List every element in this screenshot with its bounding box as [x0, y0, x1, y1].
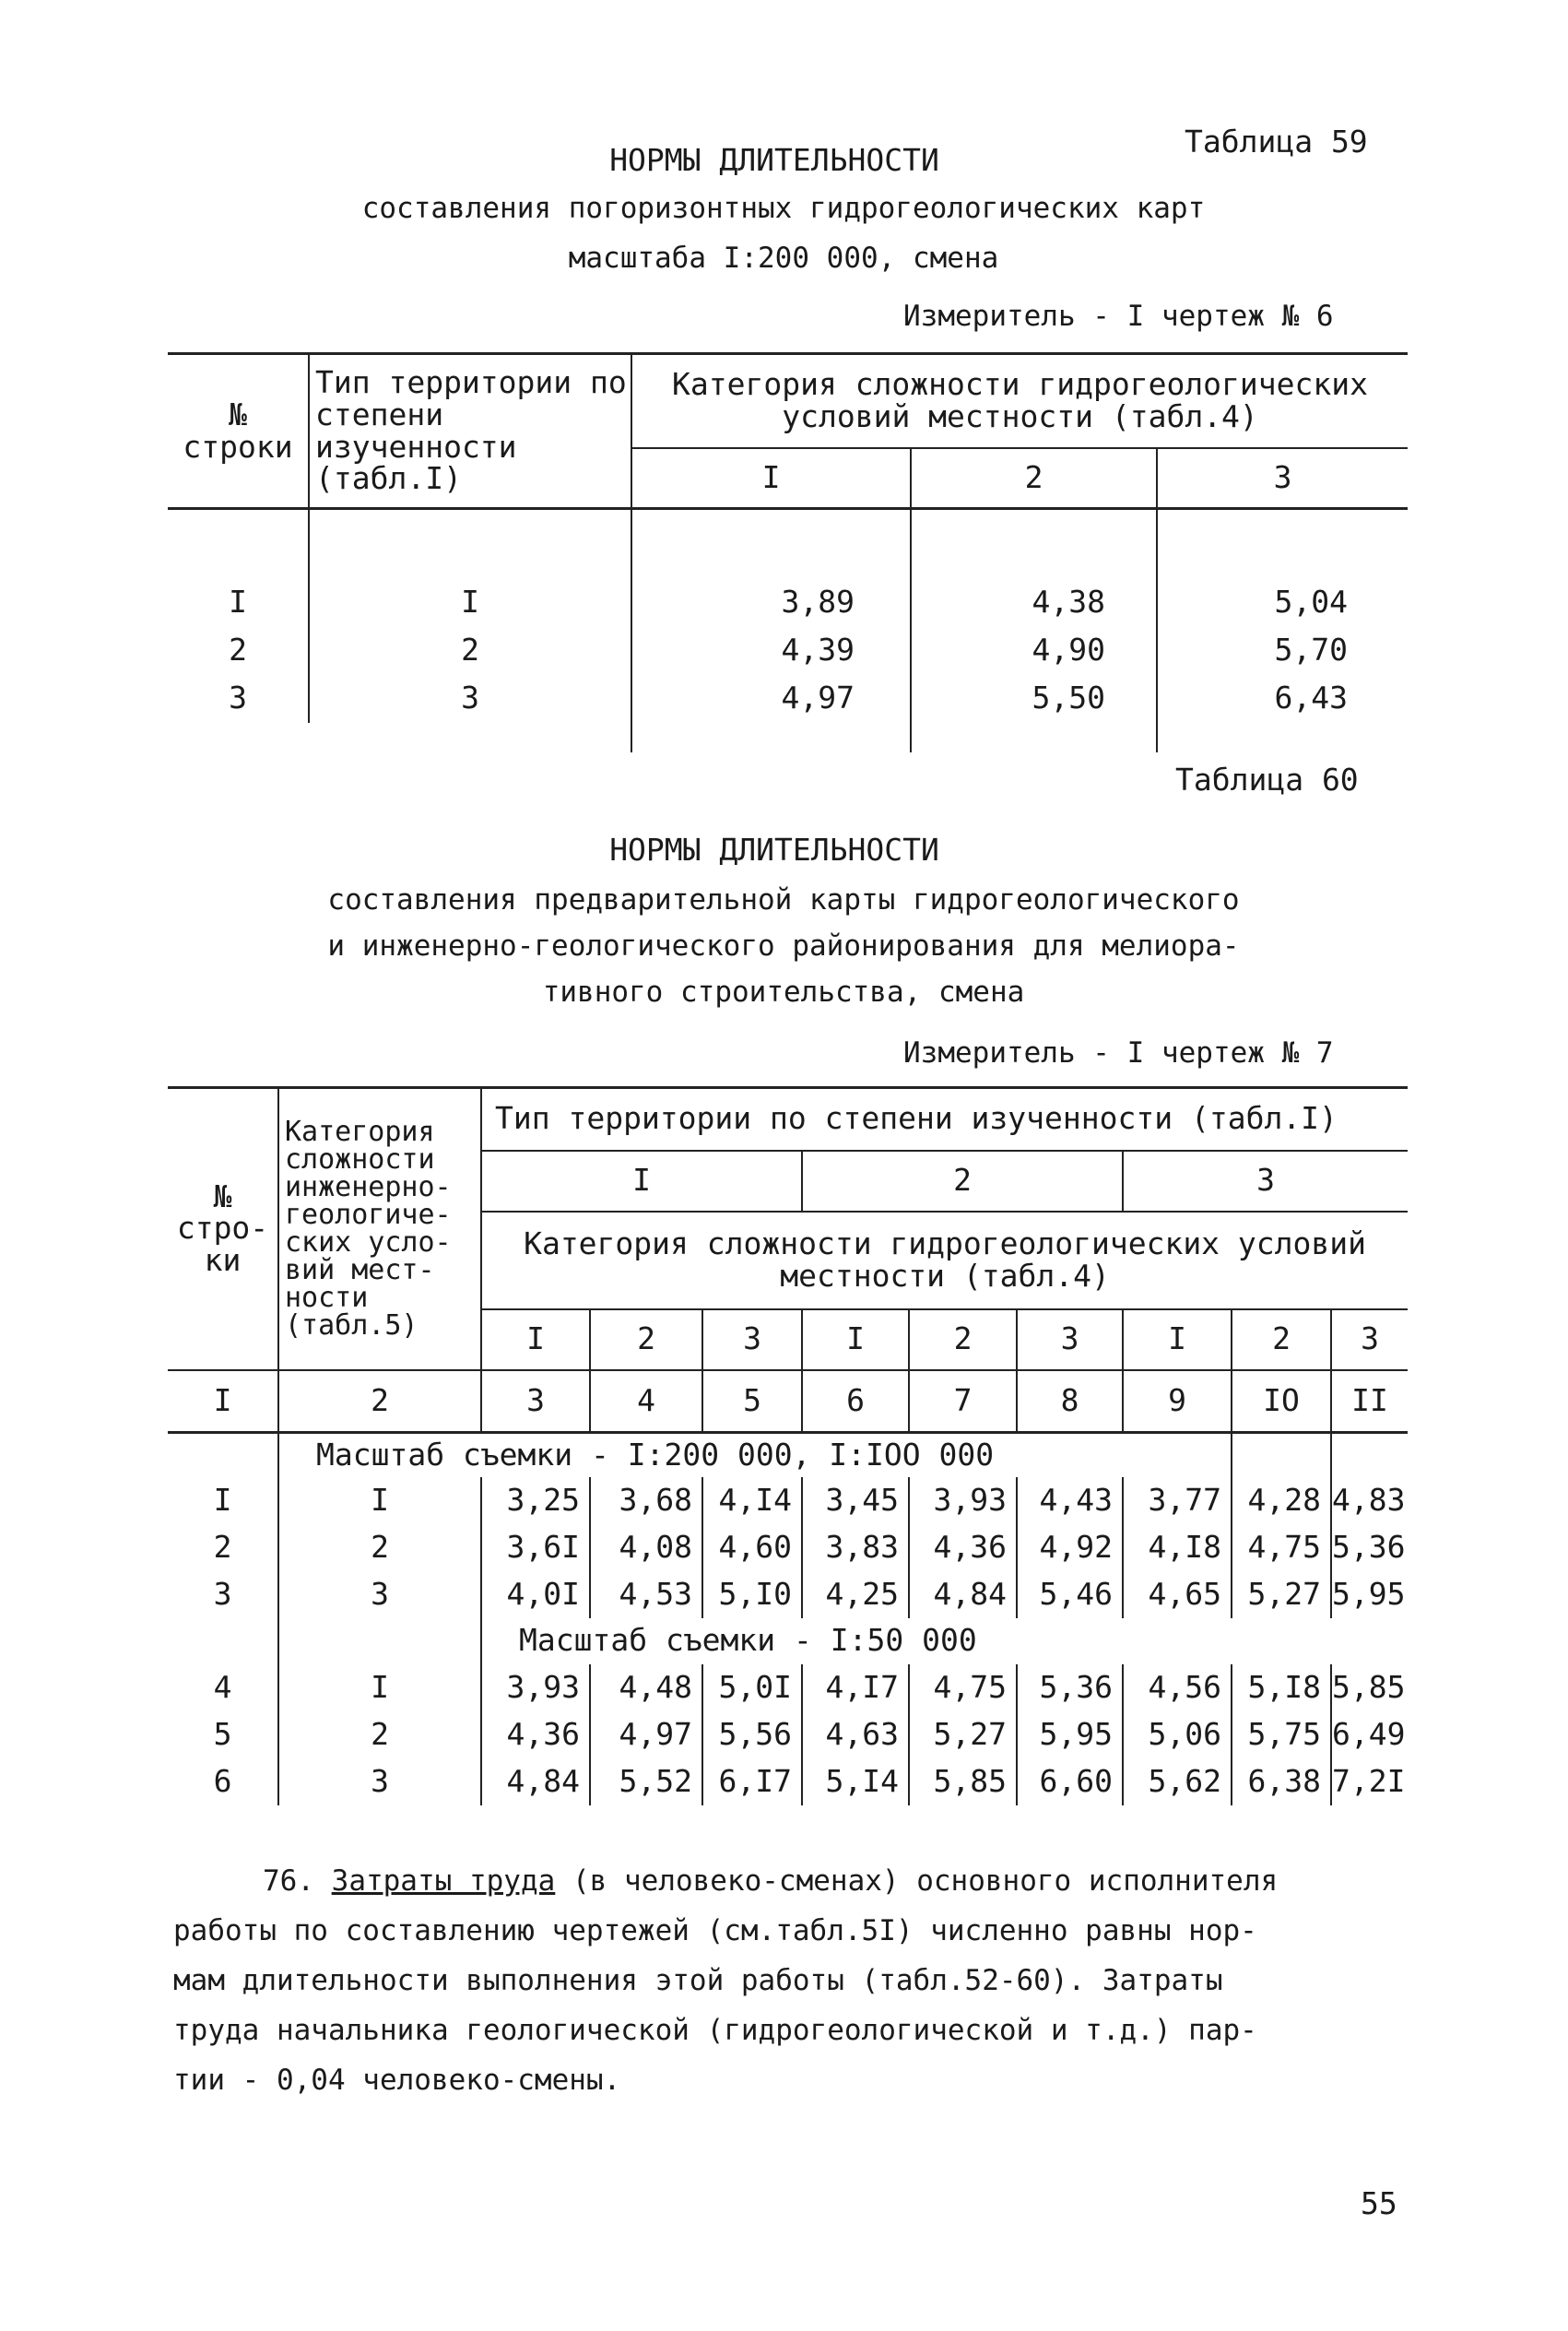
value-cell: 6,49	[1331, 1711, 1408, 1758]
value-cell: 4,0I	[481, 1571, 590, 1618]
value-cell: 4,38	[911, 579, 1157, 627]
table-60-label: Таблица 60	[1175, 762, 1359, 798]
paragraph-line-1	[263, 1864, 1278, 1898]
row-no: I	[213, 1481, 232, 1518]
value-cell: 5,I4	[802, 1758, 909, 1805]
value-cell: 5,56	[702, 1711, 802, 1758]
value-cell: 6,60	[1017, 1758, 1123, 1805]
cat-header-1: I	[631, 448, 911, 509]
table-row	[168, 1524, 1408, 1571]
value-cell: 3,77	[1123, 1477, 1232, 1524]
value-cell: 5,I8	[1232, 1664, 1331, 1711]
category-cell: I	[278, 1477, 481, 1524]
value-cell: 3,93	[909, 1477, 1017, 1524]
sub-header: 2	[1232, 1309, 1331, 1370]
column-number: 2	[278, 1370, 481, 1433]
value-cell: 5,36	[1017, 1664, 1123, 1711]
table-59-measure: Измеритель - I чертеж № 6	[903, 300, 1334, 333]
value-cell: 5,46	[1017, 1571, 1123, 1618]
column-number: 8	[1017, 1370, 1123, 1433]
table-row	[168, 579, 1408, 627]
sub-header: 3	[1017, 1309, 1123, 1370]
col-header-engineering-category: Категория сложности инженерно- геологиче- ских усло- вий мест- ности (табл.5)	[278, 1088, 481, 1370]
table-row	[168, 1711, 1408, 1758]
sub-header: 2	[590, 1309, 702, 1370]
column-number: 6	[802, 1370, 909, 1433]
value-cell: 5,04	[1157, 579, 1408, 627]
value-cell: 7,2I	[1331, 1758, 1408, 1805]
value-cell: 5,70	[1157, 627, 1408, 675]
value-cell: 4,56	[1123, 1664, 1232, 1711]
row-no: 2	[229, 632, 247, 669]
table-60-title: НОРМЫ ДЛИТЕЛЬНОСТИ	[609, 832, 939, 868]
table-59-title: НОРМЫ ДЛИТЕЛЬНОСТИ	[609, 142, 939, 178]
sub-header: I	[1123, 1309, 1232, 1370]
value-cell: 3,83	[802, 1524, 909, 1571]
value-cell: 4,I8	[1123, 1524, 1232, 1571]
territory-group-3: 3	[1123, 1151, 1408, 1212]
territory-type: 2	[309, 627, 631, 675]
cat-header-2: 2	[911, 448, 1157, 509]
value-cell: 3,25	[481, 1477, 590, 1524]
value-cell: 4,25	[802, 1571, 909, 1618]
col-header-row-no: № стро- ки	[176, 1177, 269, 1279]
table-60-subtitle-2: и инженерно-геологического районирования для мелиора-	[327, 929, 1240, 963]
section-header-scale-1: Масштаб съемки - I:200 000, I:IOO 000	[278, 1433, 1232, 1477]
paragraph-line-1-rest: (в человеко-сменах) основного исполнителя	[555, 1864, 1279, 1898]
sub-header: 3	[702, 1309, 802, 1370]
value-cell: 3,68	[590, 1477, 702, 1524]
row-no: 4	[213, 1668, 232, 1705]
territory-type: 3	[309, 675, 631, 723]
value-cell: 5,95	[1017, 1711, 1123, 1758]
territory-group-1: I	[481, 1151, 802, 1212]
value-cell: 6,38	[1232, 1758, 1331, 1805]
table-row	[168, 1571, 1408, 1618]
value-cell: 5,50	[911, 675, 1157, 723]
value-cell: 4,65	[1123, 1571, 1232, 1618]
value-cell: 5,36	[1331, 1524, 1408, 1571]
value-cell: 4,28	[1232, 1477, 1331, 1524]
table-59-subtitle-1: составления погоризонтных гидрогеологических карт	[361, 192, 1206, 225]
table-row	[168, 1758, 1408, 1805]
paragraph-term: Затраты труда	[331, 1864, 556, 1898]
value-cell: 4,90	[911, 627, 1157, 675]
column-number: 4	[590, 1370, 702, 1433]
column-number: IO	[1232, 1370, 1331, 1433]
sub-header: 2	[909, 1309, 1017, 1370]
value-cell: 4,97	[590, 1711, 702, 1758]
row-no: 6	[213, 1762, 232, 1799]
value-cell: 4,39	[631, 627, 911, 675]
table-row	[168, 1664, 1408, 1711]
value-cell: 4,92	[1017, 1524, 1123, 1571]
table-row	[168, 1477, 1408, 1524]
value-cell: 5,85	[909, 1758, 1017, 1805]
col-header-hydro-category: Категория сложности гидрогеологических условий местности (табл.4)	[481, 1212, 1408, 1309]
value-cell: 4,83	[1331, 1477, 1408, 1524]
value-cell: 5,27	[909, 1711, 1017, 1758]
value-cell: 3,89	[631, 579, 911, 627]
row-no: 5	[213, 1715, 232, 1752]
value-cell: 4,53	[590, 1571, 702, 1618]
value-cell: 4,36	[481, 1711, 590, 1758]
value-cell: 4,I7	[802, 1664, 909, 1711]
paragraph-line-5: тии - 0,04 человеко-смены.	[173, 2064, 621, 2097]
row-no: I	[229, 584, 247, 621]
sub-header: 3	[1331, 1309, 1408, 1370]
value-cell: 6,I7	[702, 1758, 802, 1805]
table-60-subtitle-1: составления предварительной карты гидрогеологического	[327, 883, 1240, 917]
value-cell: 4,97	[631, 675, 911, 723]
value-cell: 4,36	[909, 1524, 1017, 1571]
value-cell: 3,45	[802, 1477, 909, 1524]
value-cell: 4,63	[802, 1711, 909, 1758]
column-number: 7	[909, 1370, 1017, 1433]
value-cell: 5,I0	[702, 1571, 802, 1618]
value-cell: 4,75	[1232, 1524, 1331, 1571]
category-cell: 2	[278, 1711, 481, 1758]
column-number: II	[1331, 1370, 1408, 1433]
column-number: 5	[702, 1370, 802, 1433]
value-cell: 5,95	[1331, 1571, 1408, 1618]
paragraph-line-3: мам длительности выполнения этой работы (табл.52-60). Затраты	[173, 1964, 1223, 1997]
column-number: 3	[481, 1370, 590, 1433]
territory-type: I	[309, 579, 631, 627]
category-cell: 3	[278, 1758, 481, 1805]
value-cell: 5,06	[1123, 1711, 1232, 1758]
category-cell: 3	[278, 1571, 481, 1618]
table-60	[168, 1086, 1408, 1805]
sub-header: I	[481, 1309, 590, 1370]
paragraph-line-4: труда начальника геологической (гидрогеологической и т.д.) пар-	[173, 2014, 1257, 2047]
row-no: 3	[229, 680, 247, 716]
col-header-territory: Тип территории по степени изученности (табл.I)	[309, 354, 631, 509]
section-header-scale-2: Масштаб съемки - I:50 000	[481, 1618, 1017, 1664]
column-number: 9	[1123, 1370, 1232, 1433]
value-cell: 5,27	[1232, 1571, 1331, 1618]
value-cell: 4,75	[909, 1664, 1017, 1711]
table-row	[168, 627, 1408, 675]
table-59	[168, 352, 1408, 752]
value-cell: 5,62	[1123, 1758, 1232, 1805]
value-cell: 4,48	[590, 1664, 702, 1711]
value-cell: 5,75	[1232, 1711, 1331, 1758]
category-cell: 2	[278, 1524, 481, 1571]
value-cell: 4,84	[909, 1571, 1017, 1618]
value-cell: 4,43	[1017, 1477, 1123, 1524]
row-no: 3	[213, 1575, 232, 1612]
col-header-category: Категория сложности гидрогеологических условий местности (табл.4)	[631, 354, 1408, 448]
paragraph-number: 76.	[263, 1864, 332, 1898]
value-cell: 5,52	[590, 1758, 702, 1805]
paragraph-line-2: работы по составлению чертежей (см.табл.5I) численно равны нор-	[173, 1914, 1257, 1947]
category-cell: I	[278, 1664, 481, 1711]
territory-group-2: 2	[802, 1151, 1123, 1212]
value-cell: 5,85	[1331, 1664, 1408, 1711]
cat-header-3: 3	[1157, 448, 1408, 509]
col-header-row-no: № строки	[183, 396, 293, 465]
value-cell: 4,I4	[702, 1477, 802, 1524]
page-number: 55	[1361, 2185, 1397, 2221]
value-cell: 3,93	[481, 1664, 590, 1711]
value-cell: 4,84	[481, 1758, 590, 1805]
table-59-subtitle-2: масштаба I:200 000, смена	[568, 242, 999, 275]
table-row	[168, 675, 1408, 723]
value-cell: 4,08	[590, 1524, 702, 1571]
row-no: 2	[213, 1528, 232, 1565]
table-60-measure: Измеритель - I чертеж № 7	[903, 1036, 1334, 1070]
table-60-subtitle-3: тивного строительства, смена	[542, 976, 1025, 1009]
sub-header: I	[802, 1309, 909, 1370]
col-header-territory: Тип территории по степени изученности (табл.I)	[481, 1088, 1408, 1151]
table-59-label: Таблица 59	[1185, 124, 1368, 160]
value-cell: 6,43	[1157, 675, 1408, 723]
value-cell: 4,60	[702, 1524, 802, 1571]
value-cell: 3,6I	[481, 1524, 590, 1571]
column-number: I	[213, 1381, 232, 1418]
value-cell: 5,0I	[702, 1664, 802, 1711]
